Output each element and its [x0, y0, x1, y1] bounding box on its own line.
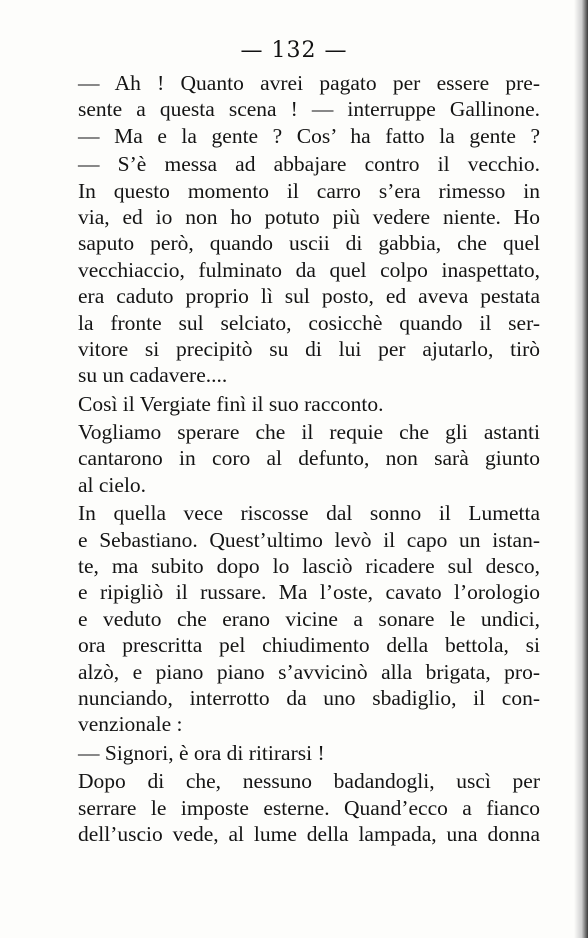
page-binding-edge — [574, 0, 588, 938]
text-line-21: e veduto che erano vicine a sonare le undici, — [78, 606, 540, 631]
text-line-6: via, ed io non ho potuto più vedere niente. Ho — [78, 204, 540, 229]
text-line-1: — Ah ! Quanto avrei pagato per essere pre- — [78, 71, 540, 95]
page-number-header: — 132 — — [240, 38, 348, 63]
text-line-22: ora prescritta pel chiudimento della bettola, si — [78, 633, 540, 658]
text-line-9: era caduto proprio lì sul posto, ed aveva pestata — [78, 284, 540, 309]
text-line-17: In quella vece riscosse dal sonno il Lumetta — [78, 501, 540, 526]
text-line-2: sente a questa scena ! — interruppe Gallinone. — [78, 97, 540, 122]
text-line-16: al cielo. — [78, 472, 147, 497]
text-line-7: saputo però, quando uscii di gabbia, che quel — [78, 231, 540, 256]
text-line-29: dell’uscio vede, al lume della lampada, una donna — [78, 821, 540, 846]
text-line-26: — Signori, è ora di ritirarsi ! — [78, 740, 325, 765]
text-line-3: — Ma e la gente ? Cos’ ha fatto la gente ? — [78, 123, 540, 148]
text-line-11: vitore si precipitò su di lui per ajutarlo, tirò — [78, 336, 540, 361]
text-line-4: — S’è messa ad abbajare contro il vecchio. — [78, 152, 540, 177]
text-line-28: serrare le imposte esterne. Quand’ecco a fianco — [78, 795, 540, 820]
text-line-5: In questo momento il carro s’era rimesso in — [78, 178, 540, 203]
text-line-14: Vogliamo sperare che il requie che gli astanti — [78, 420, 540, 445]
text-line-12: su un cadavere.... — [78, 363, 228, 388]
text-line-20: e ripigliò il russare. Ma l’oste, cavato l’orologio — [78, 580, 540, 605]
text-line-13: Così il Vergiate finì il suo racconto. — [78, 391, 384, 416]
text-line-23: alzò, e piano piano s’avvicinò alla brigata, pro- — [78, 659, 540, 684]
text-line-8: vecchiaccio, fulminato da quel colpo inaspettato, — [78, 257, 540, 282]
page-body-text — [78, 70, 540, 847]
text-line-24: nunciando, interrotto da uno sbadiglio, il con- — [78, 685, 540, 710]
text-line-18: e Sebastiano. Quest’ultimo levò il capo un istan- — [78, 527, 540, 552]
text-line-19: te, ma subito dopo lo lasciò ricadere sul desco, — [78, 554, 540, 579]
text-line-15: cantarono in coro al defunto, non sarà giunto — [78, 446, 540, 471]
text-line-25: venzionale : — [78, 712, 183, 737]
text-line-27: Dopo di che, nessuno badandogli, uscì per — [78, 769, 540, 794]
text-line-10: la fronte sul selciato, cosicchè quando il ser- — [78, 310, 540, 335]
